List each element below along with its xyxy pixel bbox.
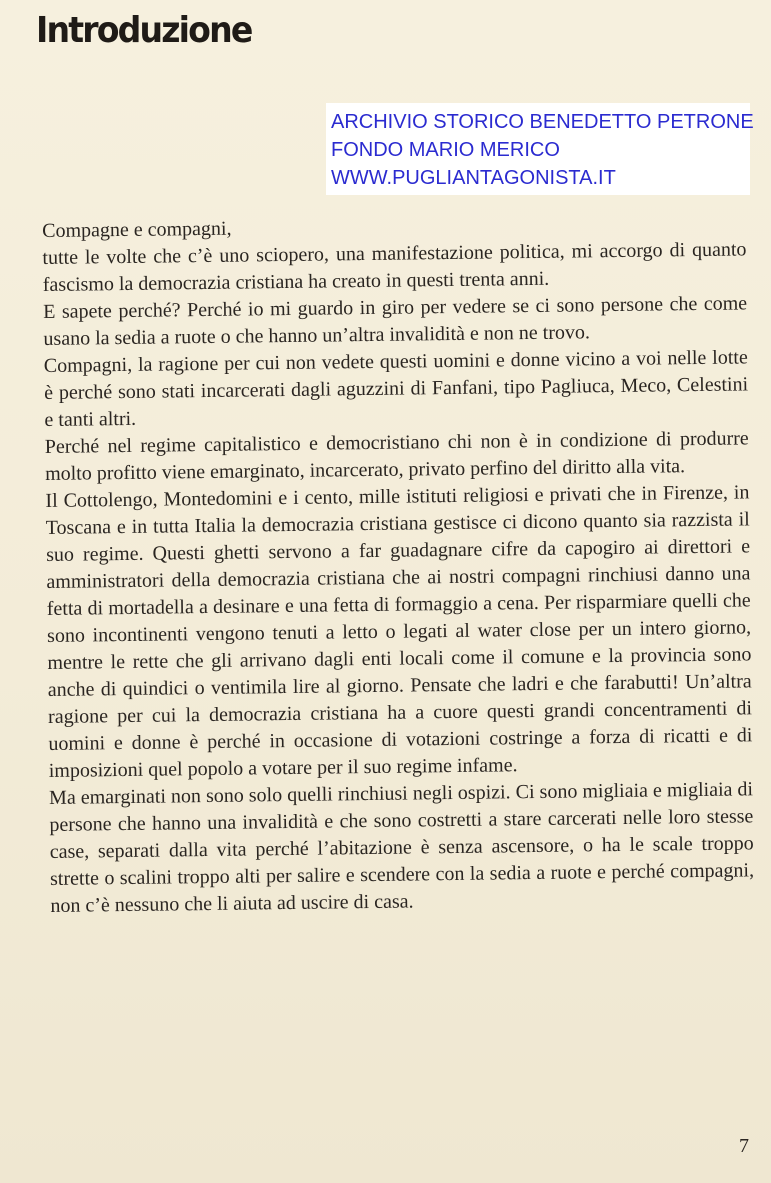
paragraph-greeting: Compagne e compagni, xyxy=(42,217,232,242)
body-text xyxy=(42,209,755,920)
stamp-line-archive: ARCHIVIO STORICO BENEDETTO PETRONE xyxy=(331,111,754,133)
paragraph: Il Cottolengo, Montedomini e i cento, mille istituti religiosi e privati che in Firenze, in Toscana e in tutta Italia la democrazia cristiana gestisce ci dicono quanto sia razzista il suo regime. Questi ghetti servono a far guadagnare cifre da capogiro ai direttori e amministratori della democrazia cristiana che ai nostri compagni rinchiusi danno una fetta di mortadella a desinare e una fetta di formaggio a cena. Per risparmiare quelli che sono incontinenti vengono tenuti a letto o legati al water close per un intero giorno, mentre le rette che gli arrivano dagli enti locali come il comune e la provincia sono anche di quindici o ventimila lire al giorno. Pensate che ladri e che farabutti! Un’altra ragione per cui la democrazia cristiana ha a cuore questi grandi concentramenti di uomini e donne è perché in occasione di votazioni costringe a forza di ricatti e di imposizioni quel popolo a votare per il suo regime infame. xyxy=(45,481,753,782)
chapter-heading: Introduzione xyxy=(36,10,252,51)
stamp-line-fondo: FONDO MARIO MERICO xyxy=(331,139,560,161)
paragraph: Compagni, la ragione per cui non vedete questi uomini e donne vicino a voi nelle lotte è perché sono stati incarcerati dagli aguzzini di Fanfani, tipo Pagliuca, Meco, Celestini e tanti altri. xyxy=(43,346,749,431)
stamp-line-website: WWW.PUGLIANTAGONISTA.IT xyxy=(331,167,616,189)
paragraph: Ma emarginati non sono solo quelli rinchiusi negli ospizi. Ci sono migliaia e migliaia di persone che hanno una invalidità e che sono costretti a stare carcerati nelle loro stesse case, separati dalla vita perché l’abitazione è senza ascensore, o ha le scale troppo strette o scalini troppo alti per salire e scendere con la sedia a ruote e perché compagni, non c’è nessuno che li aiuta ad uscire di casa. xyxy=(48,778,755,917)
page-number: 7 xyxy=(739,1135,749,1157)
paragraph: E sapete perché? Perché io mi guardo in giro per vedere se ci sono persone che come usano la sedia a ruote o che hanno un’altra invalidità e non ne trovo. xyxy=(43,292,748,350)
archive-stamp xyxy=(326,103,754,195)
paragraph: tutte le volte che c’è uno sciopero, una manifestazione politica, mi accorgo di quanto fascismo la democrazia cristiana ha creato in questi trenta anni. xyxy=(42,238,747,296)
paragraph: Perché nel regime capitalistico e democristiano chi non è in condizione di produrre molto profitto viene emarginato, incarcerato, privato perfino del diritto alla vita. xyxy=(44,427,749,485)
